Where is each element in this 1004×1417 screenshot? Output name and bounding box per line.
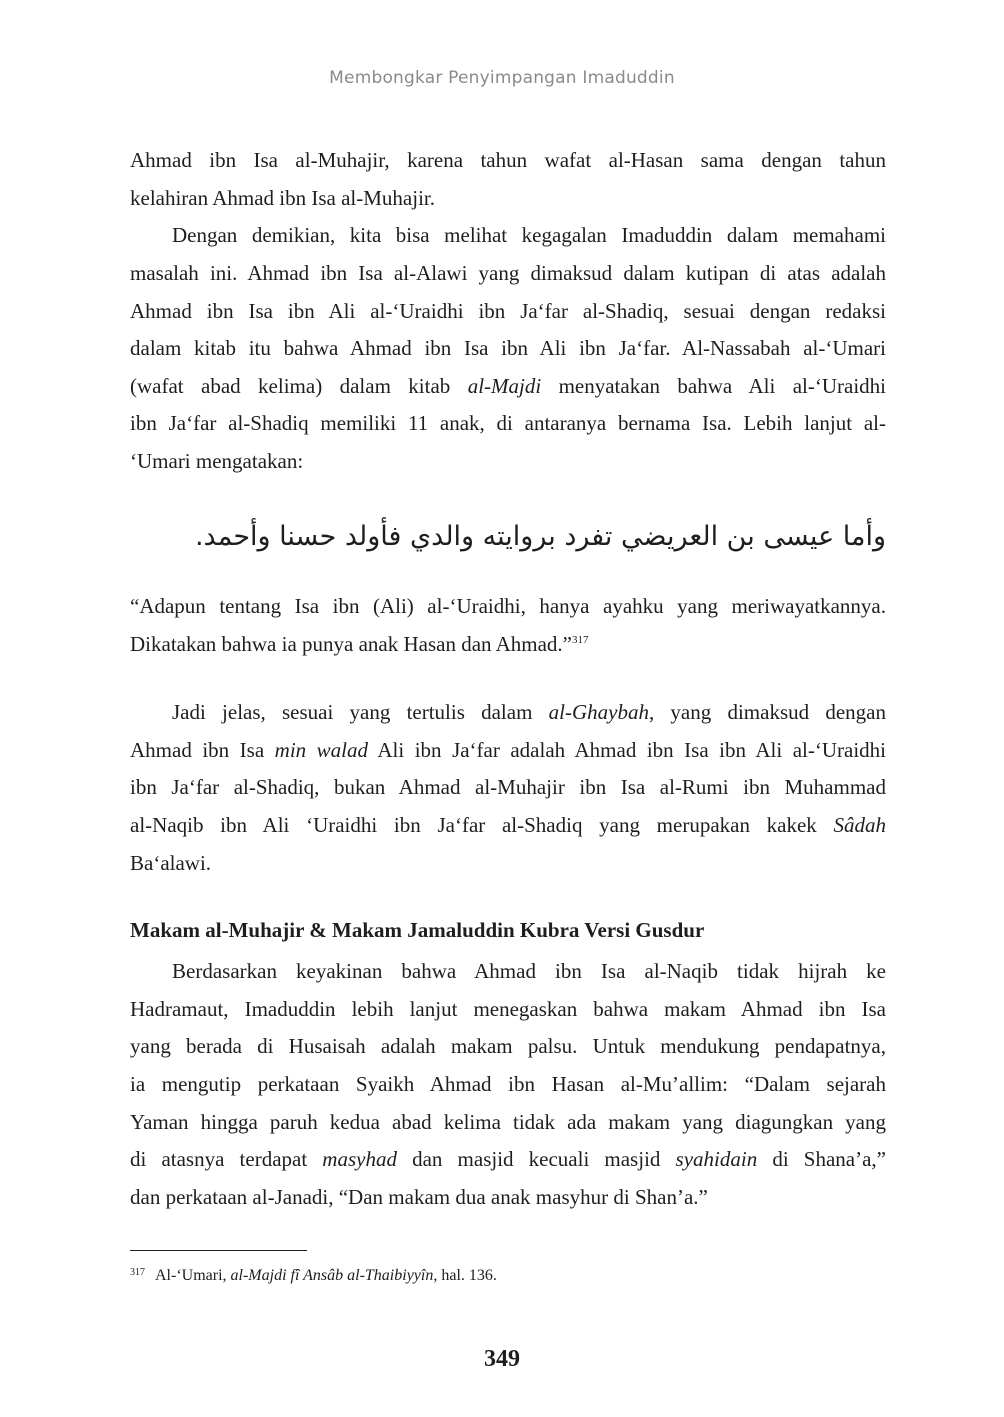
- italic-term: min walad: [274, 737, 369, 762]
- translation-block: [130, 588, 886, 663]
- text-segment: di Shana’a,”: [757, 1147, 886, 1172]
- italic-term: masyhad: [322, 1147, 397, 1172]
- text-line: [130, 368, 886, 406]
- running-title: Membongkar Penyimpangan Imaduddin: [329, 68, 675, 88]
- text-line: masalah ini. Ahmad ibn Isa al-Alawi yang dimaksud dalam kutipan di atas adalah: [130, 260, 886, 285]
- text-line: [130, 807, 886, 845]
- text-segment: menyatakan bahwa Ali al-‘Uraidhi: [541, 373, 886, 398]
- text-segment: (wafat abad kelima) dalam kitab: [130, 373, 468, 398]
- text-line: [130, 694, 886, 732]
- italic-book-title: al-Ghaybah: [548, 700, 649, 725]
- footnote-divider: [130, 1250, 307, 1251]
- footnote: [130, 1264, 886, 1288]
- text-line: dan perkataan al-Janadi, “Dan makam dua anak masyhur di Shan’a.”: [130, 1184, 708, 1209]
- arabic-quotation: وأما عيسى بن العريضي تفرد بروايته والدي فأولد حسنا وأحمد.: [194, 521, 886, 552]
- text-segment: Ali ibn Ja‘far adalah Ahmad ibn Isa ibn Ali al-‘Uraidhi: [368, 737, 886, 762]
- section-heading: Makam al-Muhajir & Makam Jamaluddin Kubra Versi Gusdur: [130, 918, 705, 942]
- footnote-reference: 317: [572, 633, 589, 646]
- text-line: ibn Ja‘far al-Shadiq, bukan Ahmad al-Muhajir ibn Isa al-Rumi ibn Muhammad: [130, 775, 886, 800]
- text-segment: , hal. 136.: [433, 1267, 497, 1284]
- body-text-block: [130, 142, 886, 480]
- text-line: ‘Umari mengatakan:: [130, 448, 304, 473]
- body-text-block: [130, 694, 886, 882]
- body-text-block: [130, 953, 886, 1216]
- text-line: Ahmad ibn Isa al-Muhajir, karena tahun wafat al-Hasan sama dengan tahun: [130, 148, 886, 173]
- italic-term: syahidain: [675, 1147, 758, 1172]
- text-line: Ahmad ibn Isa ibn Ali al-‘Uraidhi ibn Ja‘far al-Shadiq, sesuai dengan redaksi: [130, 298, 886, 323]
- page-number: 349: [484, 1346, 520, 1372]
- italic-book-title: al-Majdi: [467, 373, 542, 398]
- footnote-number: 317: [130, 1267, 145, 1278]
- text-line: Ba‘alawi.: [130, 850, 212, 875]
- text-line: Berdasarkan keyakinan bahwa Ahmad ibn Isa al-Naqib tidak hijrah ke: [172, 959, 886, 984]
- text-segment: Jadi jelas, sesuai yang tertulis dalam: [172, 700, 549, 725]
- text-segment: al-Naqib ibn Ali ‘Uraidhi ibn Ja‘far al-Shadiq yang merupakan kakek: [130, 812, 834, 837]
- text-segment: Ahmad ibn Isa: [130, 737, 275, 762]
- text-segment: , yang dimaksud dengan: [648, 700, 886, 725]
- text-line: [130, 626, 886, 664]
- text-segment: di atasnya terdapat: [130, 1147, 323, 1172]
- italic-book-title: al-Majdi fî Ansâb al-Thaibiyyîn: [230, 1267, 434, 1284]
- text-line: Dengan demikian, kita bisa melihat kegagalan Imaduddin dalam memahami: [172, 223, 886, 248]
- text-segment: Al-‘Umari,: [155, 1267, 231, 1284]
- text-line: [130, 1141, 886, 1179]
- text-line: dalam kitab itu bahwa Ahmad ibn Isa ibn Ali ibn Ja‘far. Al-Nassabah al-‘Umari: [130, 336, 886, 361]
- text-line: kelahiran Ahmad ibn Isa al-Muhajir.: [130, 185, 436, 210]
- text-line: “Adapun tentang Isa ibn (Ali) al-‘Uraidhi, hanya ayahku yang meriwayatkannya.: [130, 594, 886, 619]
- text-line: ibn Ja‘far al-Shadiq memiliki 11 anak, di antaranya bernama Isa. Lebih lanjut al-: [130, 411, 886, 436]
- text-line: Hadramaut, Imaduddin lebih lanjut menegaskan bahwa makam Ahmad ibn Isa: [130, 996, 886, 1021]
- italic-term: Sâdah: [833, 812, 886, 837]
- text-line: ia mengutip perkataan Syaikh Ahmad ibn Hasan al-Mu’allim: “Dalam sejarah: [130, 1071, 886, 1096]
- text-line: yang berada di Husaisah adalah makam palsu. Untuk mendukung pendapatnya,: [130, 1034, 886, 1059]
- text-segment: Dikatakan bahwa ia punya anak Hasan dan Ahmad.”: [130, 631, 573, 656]
- text-line: [130, 732, 886, 770]
- text-segment: dan masjid kecuali masjid: [396, 1147, 676, 1172]
- text-line: Yaman hingga paruh kedua abad kelima tidak ada makam yang diagungkan yang: [130, 1109, 886, 1134]
